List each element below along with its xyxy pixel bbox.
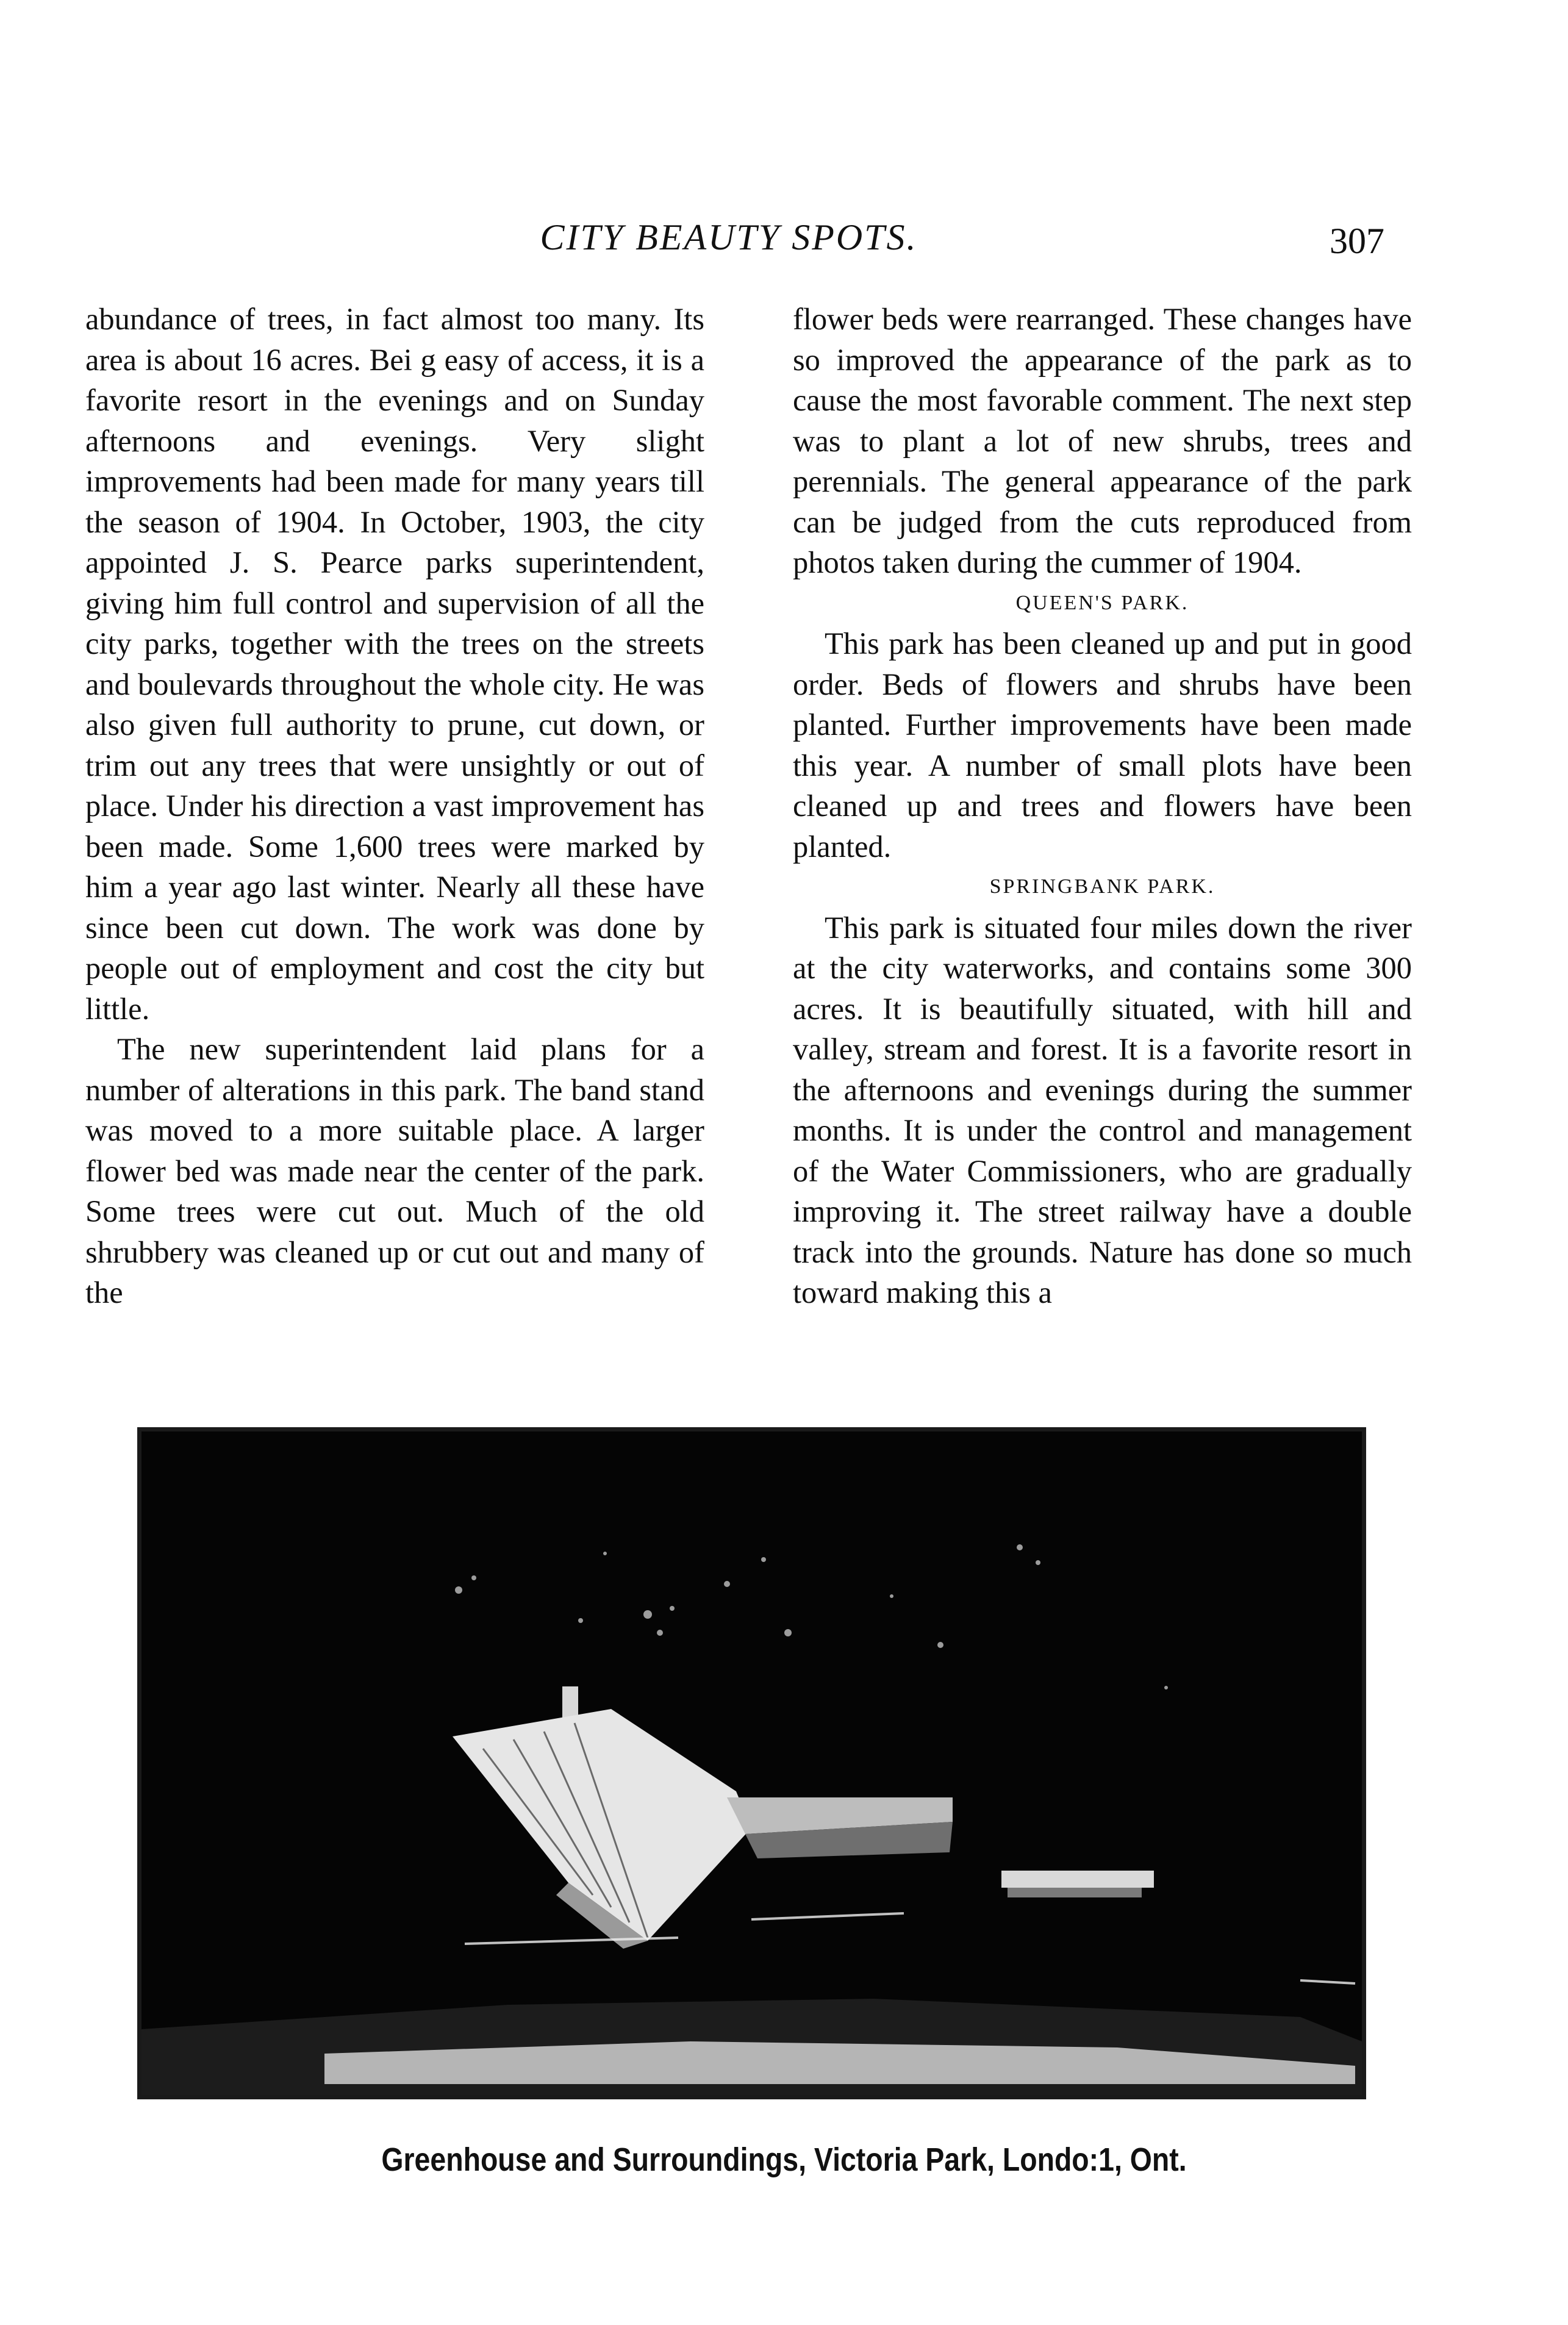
left-column xyxy=(85,299,704,1397)
running-title: CITY BEAUTY SPOTS. xyxy=(540,217,918,257)
paragraph: flower beds were rearranged. These changes have so improved the appearance of the park as to cause the most favorable comment. The next step was to plant a lot of new shrubs, trees and perennials. The general appearance of the park can be judged from the cuts reproduced from photos taken during the cummer of 1904. xyxy=(793,302,1412,579)
photo-illustration xyxy=(141,1431,1362,2095)
paragraph: This park has been cleaned up and put in good order. Beds of flowers and shrubs have been planted. Further improvements have been made this year. A number of small plots have been cleaned up and trees and flowers have been planted. xyxy=(793,626,1412,864)
section-heading-queens-park: QUEEN'S PARK. xyxy=(1015,591,1189,614)
page-number: 307 xyxy=(1330,221,1384,261)
figure-caption: Greenhouse and Surroundings, Victoria Park, Londo:1, Ont. xyxy=(381,2141,1187,2178)
section-heading-springbank-park: SPRINGBANK PARK. xyxy=(989,875,1215,898)
paragraph: abundance of trees, in fact almost too many. Its area is about 16 acres. Bei g easy of access, it is a favorite resort in the evenings and on Sunday afternoons and evenings. Very slight improvements had been made for many years till the season of 1904. In October, 1903, the city appointed J. S. Pearce parks superintendent, giving him full control and supervision of all the city parks, together with the trees on the streets and boulevards throughout the whole city. He was also given full authority to prune, cut down, or trim out any trees that were unsightly or out of place. Under his direction a vast improvement has been made. Some 1,600 trees were marked by him a year ago last winter. Nearly all these have since been cut down. The work was done by people out of employment and cost the city but little. xyxy=(85,302,704,1026)
greenhouse-photograph xyxy=(137,1427,1366,2099)
right-column xyxy=(793,299,1412,1397)
paragraph: The new superintendent laid plans for a number of alterations in this park. The band stand was moved to a more suitable place. A larger flower bed was made near the center of the park. Some trees were cut out. Much of the old shrubbery was cleaned up or cut out and many of the xyxy=(85,1032,704,1309)
paragraph: This park is situated four miles down the river at the city waterworks, and contains some 300 acres. It is beautifully situated, with hill and valley, stream and forest. It is a favorite resort in the afternoons and evenings during the summer months. It is under the control and management of the Water Commissioners, who are gradually improving it. The street railway have a double track into the grounds. Nature has done so much toward making this a xyxy=(793,910,1412,1309)
running-head xyxy=(73,217,1384,271)
text-columns xyxy=(85,299,1412,1397)
